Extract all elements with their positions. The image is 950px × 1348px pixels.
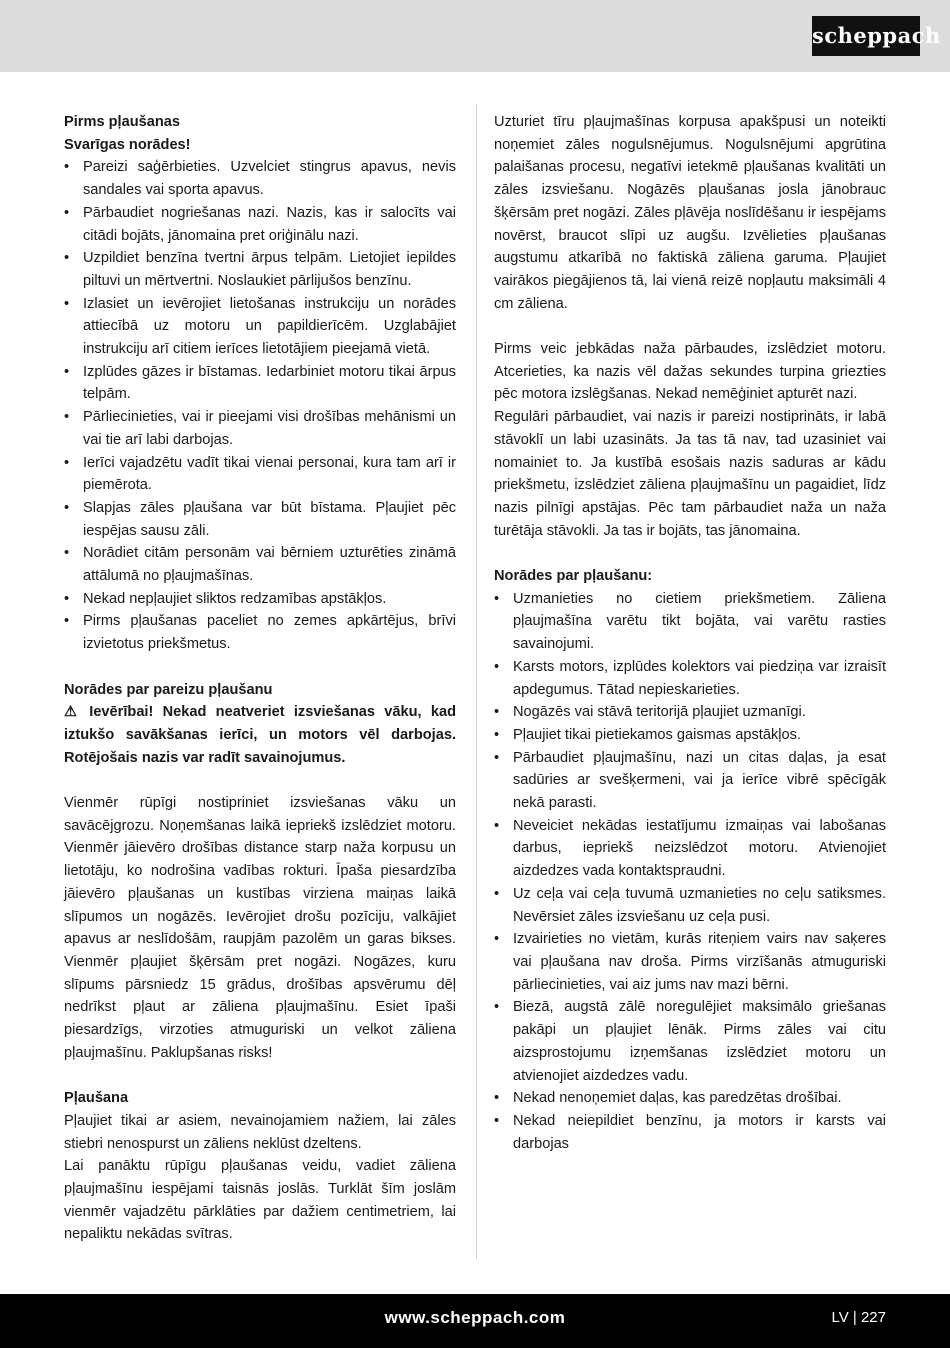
list-item: • Nekad nenoņemiet daļas, kas paredzētas drošībai.	[494, 1087, 886, 1110]
right-column	[494, 111, 886, 1155]
list-item: • Nekad neiepildiet benzīnu, ja motors ir karsts vai darbojas	[494, 1110, 886, 1155]
list-item: • Pareizi saģērbieties. Uzvelciet stingrus apavus, nevis sandales vai sporta apavus.	[64, 156, 456, 201]
list-item: • Uz ceļa vai ceļa tuvumā uzmanieties no ceļu satiksmes. Nevērsiet zāles izsviešanu uz ceļa pusi.	[494, 883, 886, 928]
knife-inspection-paragraph: Regulāri pārbaudiet, vai nazis ir pareizi nostiprināts, ir labā stāvoklī un labi uzasināts. Ja tas tā nav, tad uzasiniet vai nomainiet to. Ja kustībā esošais nazis saduras ar kādu priekšmetu, izslēdziet zāliena pļaujmašīnu un pagaidiet, līdz nazis pilnīgi apstājas. Pēc tam pārbaudiet naža un naža turētāja stāvokli. Ja tas ir bojāts, tas jānomaina.	[494, 409, 886, 539]
list-item: • Neveiciet nekādas iestatījumu izmaiņas vai labošanas darbus, iepriekš neizslēdzot motoru. Atvienojiet aizdedzes vada kontaktspraudni.	[494, 815, 886, 883]
mowing-notes-heading: Norādes par pļaušanu:	[494, 568, 653, 585]
list-item: • Pārliecinieties, vai ir pieejami visi drošības mehānismi un vai tie arī labi darbojas.	[64, 406, 456, 451]
list-item: • Nekad nepļaujiet sliktos redzamības apstākļos.	[64, 588, 456, 611]
maintenance-paragraph: Uzturiet tīru pļaujmašīnas korpusa apakšpusi un noteikti noņemiet zāles nogulsnējumus. Nogulsnējumi apgrūtina palaišanas procesu, negatīvi ietekmē pļaušanas kvalitāti un zāles izsviešanu. Nogāzēs pļaušanas josla jānobrauc šķērsām pret nogāzi. Zāles pļāvēja noslīdēšanu ir iespējams novērst, braucot slīpi uz augšu. Izvēlieties pļaušanas augstumu atkarībā no faktiskā zāliena garuma. Pļaujiet vairākos piegājienos tā, lai vienā reizē nopļautu maksimāli 4 cm zāliena.	[494, 114, 886, 312]
list-item: • Norādiet citām personām vai bērniem uzturēties zināmā attālumā no pļaujmašīnas.	[64, 542, 456, 587]
column-divider	[476, 104, 477, 1259]
brand-logo: scheppach	[812, 16, 920, 56]
list-item: • Izvairieties no vietām, kurās riteņiem vairs nav saķeres vai pļaušana nav droša. Pirms virzīšanās atmuguriski pārliecinieties, vai aiz jums nav mazi bērni.	[494, 928, 886, 996]
list-item: • Nogāzēs vai stāvā teritorijā pļaujiet uzmanīgi.	[494, 701, 886, 724]
list-item: • Pārbaudiet nogriešanas nazi. Nazis, kas ir salocīts vai citādi bojāts, jānomaina pret oriģinālu nazi.	[64, 202, 456, 247]
before-mowing-heading: Pirms pļaušanas	[64, 114, 180, 130]
before-mowing-list	[64, 156, 456, 655]
list-item: • Ierīci vajadzētu vadīt tikai vienai personai, kura tam arī ir piemērota.	[64, 452, 456, 497]
mowing-paragraph: Lai panāktu rūpīgu pļaušanas veidu, vadiet zāliena pļaujmašīnu iespējami taisnās joslās. Turklāt šīm joslām vienmēr vajadzētu pārklāties par dažiem centimetriem, lai nepaliktu nekādas svītras.	[64, 1158, 456, 1243]
footer-bar	[0, 1294, 950, 1348]
warning-text: Ievērībai! Nekad neatveriet izsviešanas vāku, kad iztukšo savākšanas ierīci, un motors vēl darbojas. Rotējošais nazis var radīt savainojumus.	[64, 704, 456, 766]
warning-block	[64, 701, 456, 769]
list-item: • Pļaujiet tikai pietiekamos gaismas apstākļos.	[494, 724, 886, 747]
left-column	[64, 111, 456, 1246]
list-item: • Pārbaudiet pļaujmašīnu, nazi un citas daļas, ja esat sadūries ar svešķermeni, vai ja ierīce vibrē spēcīgāk nekā parasti.	[494, 747, 886, 815]
list-item: • Pirms pļaušanas paceliet no zemes apkārtējus, brīvi izvietotus priekšmetus.	[64, 610, 456, 655]
mowing-notes-list	[494, 588, 886, 1156]
list-item: • Izlasiet un ievērojiet lietošanas instrukciju un norādes attiecībā uz motoru un papildierīcēm. Uzglabājiet instrukciju arī citiem ierīces lietotājiem pieejamā vietā.	[64, 293, 456, 361]
warning-icon: ⚠	[64, 704, 78, 721]
important-heading: Svarīgas norādes!	[64, 136, 191, 153]
correct-mowing-heading: Norādes par pareizu pļaušanu	[64, 681, 273, 698]
safety-paragraph: Vienmēr rūpīgi nostipriniet izsviešanas vāku un savācējgrozu. Noņemšanas laikā iepriekš izslēdziet motoru. Vienmēr jāievēro drošības distance starp naža korpusu un lietotāju, ko nodrošina vadības rokturi. Īpaša piesardzība jāievēro pļaušanas un kustības virziena maiņas laikā slīpumos un nogāzēs. Ievērojiet drošu pozīciju, valkājiet apavus ar neslīdošām, raupjām pazolēm un garas bikses. Vienmēr pļaujiet šķērsām pret nogāzi. Nogāzes, kuru slīpums pārsniedz 15 grādus, drošības apsvērumu dēļ nedrīkst pļaut ar zāliena pļaujmašīnu. Esiet īpaši piesardzīgs, virzoties atmuguriski un velkot zāliena pļaujmašīnu. Paklupšanas risks!	[64, 795, 456, 1061]
list-item: • Izplūdes gāzes ir bīstamas. Iedarbiniet motoru tikai ārpus telpām.	[64, 361, 456, 406]
knife-check-paragraph: Pirms veic jebkādas naža pārbaudes, izslēdziet motoru. Atcerieties, ka nazis vēl dažas sekundes turpina griezties pēc motora izslēgšanas. Nekad nemēģiniet apturēt nazi.	[494, 341, 886, 403]
list-item: • Karsts motors, izplūdes kolektors vai piedziņa var izraisīt apdegumus. Tātad nepieskarieties.	[494, 656, 886, 701]
mowing-paragraph: Pļaujiet tikai ar asiem, nevainojamiem nažiem, lai zāles stiebri nenospurst un zāliens neklūst dzeltens.	[64, 1112, 456, 1152]
header-bar	[0, 0, 950, 72]
list-item: • Slapjas zāles pļaušana var būt bīstama. Pļaujiet pēc iespējas sausu zāli.	[64, 497, 456, 542]
list-item: • Uzmanieties no cietiem priekšmetiem. Zāliena pļaujmašīna varētu tikt bojāta, vai varētu rasties savainojumi.	[494, 588, 886, 656]
website-link[interactable]: www.scheppach.com	[384, 1308, 566, 1327]
list-item: • Biezā, augstā zālē noregulējiet maksimālo griešanas pakāpi un pļaujiet lēnāk. Pirms zāles vai citu aizsprostojumu izņemšanas izslēdziet motoru un atvienojiet aizdedzes vadu.	[494, 996, 886, 1087]
list-item: • Uzpildiet benzīna tvertni ārpus telpām. Lietojiet iepildes piltuvi un mērtvertni. Noslaukiet pārlijušos benzīnu.	[64, 247, 456, 292]
mowing-heading: Pļaušana	[64, 1090, 129, 1107]
page-number: LV | 227	[831, 1309, 886, 1326]
